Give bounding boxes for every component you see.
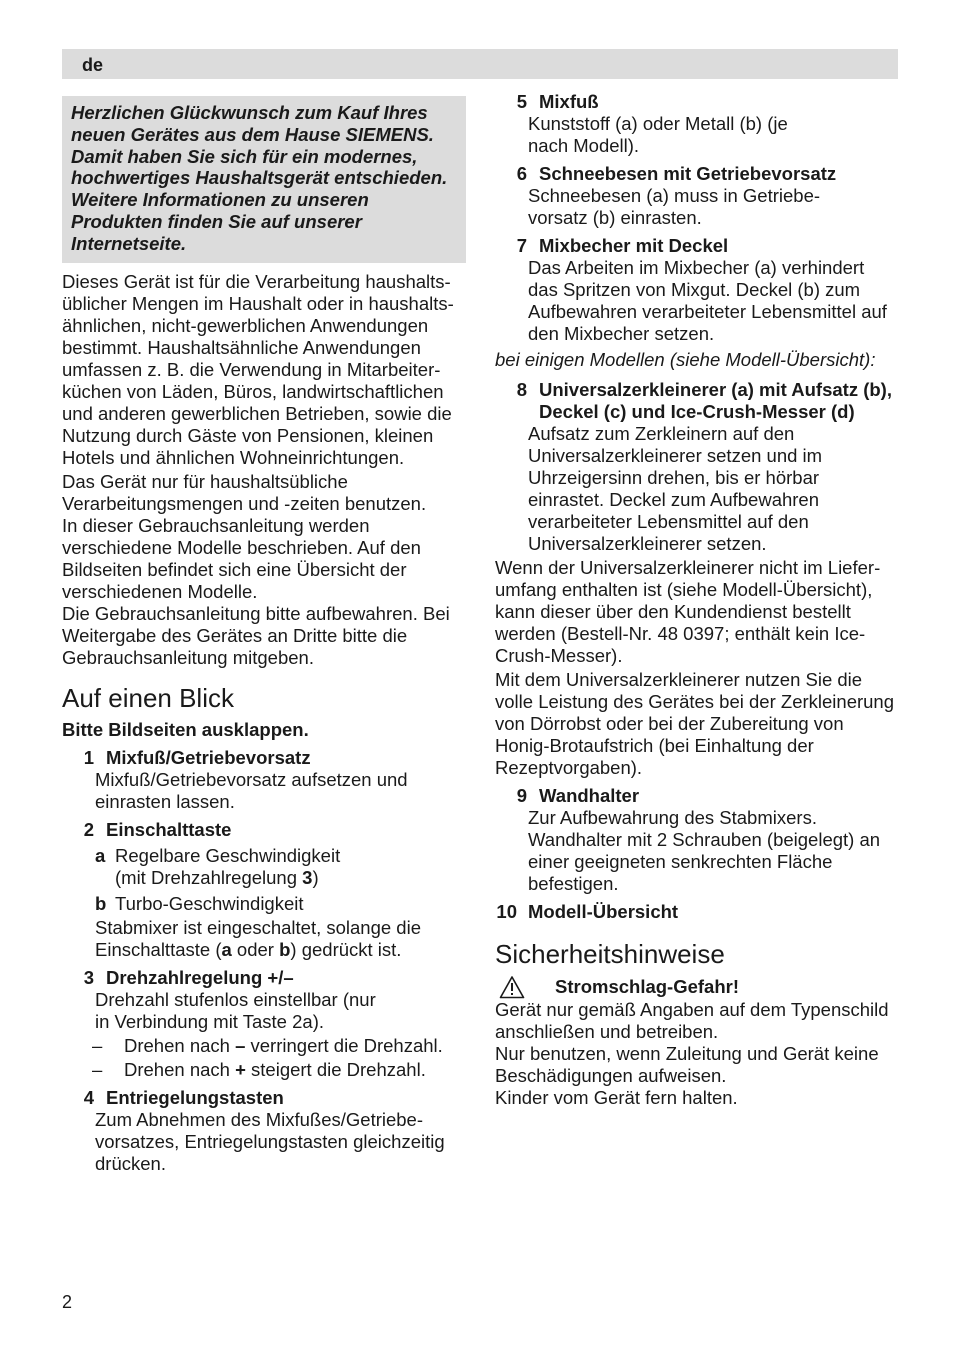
models-note: bei einigen Modellen (siehe Modell-Übersicht): xyxy=(495,349,876,370)
paragraph-models: In dieser Gebrauchsanleitung werden verschiedene Modelle beschrieben. Auf den Bildseiten befindet sich eine Übersicht der verschiedenen Modelle. xyxy=(62,514,421,602)
intro-box xyxy=(62,96,466,263)
item-body: Drehzahl stufenlos einstellbar (nur in Verbindung mit Taste 2a). xyxy=(95,988,376,1032)
item-2 xyxy=(62,819,466,961)
item-7 xyxy=(495,235,898,345)
item-body: Zur Aufbewahrung des Stabmixers. Wandhalter mit 2 Schrauben (beigelegt) an einer geeigneten senkrechten Fläche befestigen. xyxy=(528,807,881,894)
language-bar xyxy=(62,49,898,79)
item-number: 5 xyxy=(516,91,527,112)
right-column xyxy=(495,85,898,1109)
subitem-key: b xyxy=(95,892,107,914)
item-title: Schneebesen mit Getriebevorsatz xyxy=(539,163,837,184)
item-title: Mixfuß xyxy=(539,91,599,112)
paragraph-quantities: Das Gerät nur für haushaltsübliche Verarbeitungsmengen und -zeiten benutzen. xyxy=(62,470,427,514)
item-6 xyxy=(495,163,898,229)
dash-item-decrease: – Drehen nach – verringert die Drehzahl. xyxy=(92,1034,443,1056)
item-9 xyxy=(495,785,898,895)
warning-heading xyxy=(495,975,898,999)
item-title: Entriegelungstasten xyxy=(106,1086,284,1108)
paragraph-performance: Mit dem Universalzerkleinerer nutzen Sie die volle Leistung des Gerätes bei der Zerkleinerung von Dörrobst oder bei der Zubereitung von Honig-Brotaufstrich (bei Einhaltung der Rezeptvorgaben). xyxy=(495,669,895,778)
warning-triangle-icon xyxy=(499,975,525,999)
item-10 xyxy=(495,901,898,923)
left-column xyxy=(62,96,466,1175)
item-4 xyxy=(62,1087,466,1175)
warning-text-2: Nur benutzen, wenn Zuleitung und Gerät keine Beschädigungen aufweisen. xyxy=(495,1043,879,1086)
item-body: Stabmixer ist eingeschaltet, solange die Einschalttaste (a oder b) gedrückt ist. xyxy=(95,916,421,960)
item-body: Mixfuß/Getriebevorsatz aufsetzen und einrasten lassen. xyxy=(95,768,408,812)
item-number: 10 xyxy=(496,901,517,922)
item-1 xyxy=(62,747,466,813)
item-number: 7 xyxy=(516,235,527,256)
item-title: Einschalttaste xyxy=(106,818,232,840)
item-body: Zum Abnehmen des Mixfußes/Getriebevorsatzes, Entriegelungstasten gleichzeitig drücken. xyxy=(95,1108,445,1174)
section-title-overview: Auf einen Blick xyxy=(62,682,234,713)
item-number: 1 xyxy=(83,746,94,768)
dash-item-increase: – Drehen nach + steigert die Drehzahl. xyxy=(92,1058,426,1080)
subitem-text: Regelbare Geschwindigkeit (mit Drehzahlregelung 3) xyxy=(115,844,341,888)
page-number: 2 xyxy=(62,1292,73,1312)
paragraph-delivery: Wenn der Universalzerkleinerer nicht im Lieferumfang enthalten ist (siehe Modell-Übersicht), kann dieser über den Kundendienst bestellt werden (Bestell-Nr. 48 0397; enthält kein Ice-Crush-Messer). xyxy=(495,557,881,666)
subitem-key: a xyxy=(95,844,106,866)
item-body: Das Arbeiten im Mixbecher (a) verhindert das Spritzen von Mixgut. Deckel (b) zum Aufbewahren verarbeiteter Lebensmittel auf den Mixbecher setzen. xyxy=(528,257,887,344)
overview-lead: Bitte Bildseiten ausklappen. xyxy=(62,718,309,740)
intro-text: Herzlichen Glückwunsch zum Kauf Ihres neuen Gerätes aus dem Hause SIEMENS. Damit haben Sie sich für ein modernes, hochwertiges Haushaltsgerät entschieden. Weitere Informationen zu unseren Produkten finden Sie auf unserer Internetseite. xyxy=(71,102,448,254)
warning-text-1: Gerät nur gemäß Angaben auf dem Typenschild anschließen und betreiben. xyxy=(495,999,889,1042)
warning-title: Stromschlag-Gefahr! xyxy=(555,976,740,997)
item-title: Mixbecher mit Deckel xyxy=(539,235,729,256)
subitem-b xyxy=(95,893,466,915)
item-title: Wandhalter xyxy=(539,785,640,806)
warning-text-3: Kinder vom Gerät fern halten. xyxy=(495,1087,738,1108)
item-number: 2 xyxy=(83,818,94,840)
item-number: 3 xyxy=(83,966,94,988)
language-code: de xyxy=(82,55,104,75)
item-title: Modell-Übersicht xyxy=(528,901,679,922)
item-title: Mixfuß/Getriebevorsatz xyxy=(106,746,311,768)
item-body: Aufsatz zum Zerkleinern auf den Universalzerkleinerer setzen und im Uhrzeigersinn drehen, bis er hörbar einrastet. Deckel zum Aufbewahren verarbeiteter Lebensmittel auf den Universalzerkleinerer setzen. xyxy=(528,423,823,554)
item-number: 4 xyxy=(83,1086,94,1108)
item-number: 8 xyxy=(516,379,527,400)
subitem-a xyxy=(95,845,466,889)
paragraph-usage: Dieses Gerät ist für die Verarbeitung haushaltsüblicher Mengen im Haushalt oder in haushaltsähnlichen, nicht-gewerblichen Anwendungen bestimmt. Haushaltsähnliche Anwendungen umfassen z. B. die Verwendung in Mitarbeiterküchen von Läden, Büros, landwirtschaftlichen und anderen gewerblichen Betrieben, sowie die Nutzung durch Gäste von Pensionen, kleinen Hotels und ähnlichen Wohneinrichtungen. xyxy=(62,270,454,468)
item-body: Schneebesen (a) muss in Getriebevorsatz (b) einrasten. xyxy=(528,185,821,228)
section-title-safety: Sicherheitshinweise xyxy=(495,939,725,969)
item-8 xyxy=(495,379,898,555)
item-title: Universalzerkleinerer (a) mit Aufsatz (b), Deckel (c) und Ice-Crush-Messer (d) xyxy=(539,379,892,422)
item-title: Drehzahlregelung +/– xyxy=(106,966,294,988)
item-number: 9 xyxy=(516,785,527,806)
subitem-text: Turbo-Geschwindigkeit xyxy=(115,892,304,914)
item-5 xyxy=(495,91,898,157)
paragraph-keep: Die Gebrauchsanleitung bitte aufbewahren. Bei Weitergabe des Gerätes an Dritte bitte die Gebrauchsanleitung mitgeben. xyxy=(62,602,450,668)
item-3 xyxy=(62,967,466,1081)
item-body: Kunststoff (a) oder Metall (b) (je nach Modell). xyxy=(528,113,788,156)
item-number: 6 xyxy=(516,163,527,184)
